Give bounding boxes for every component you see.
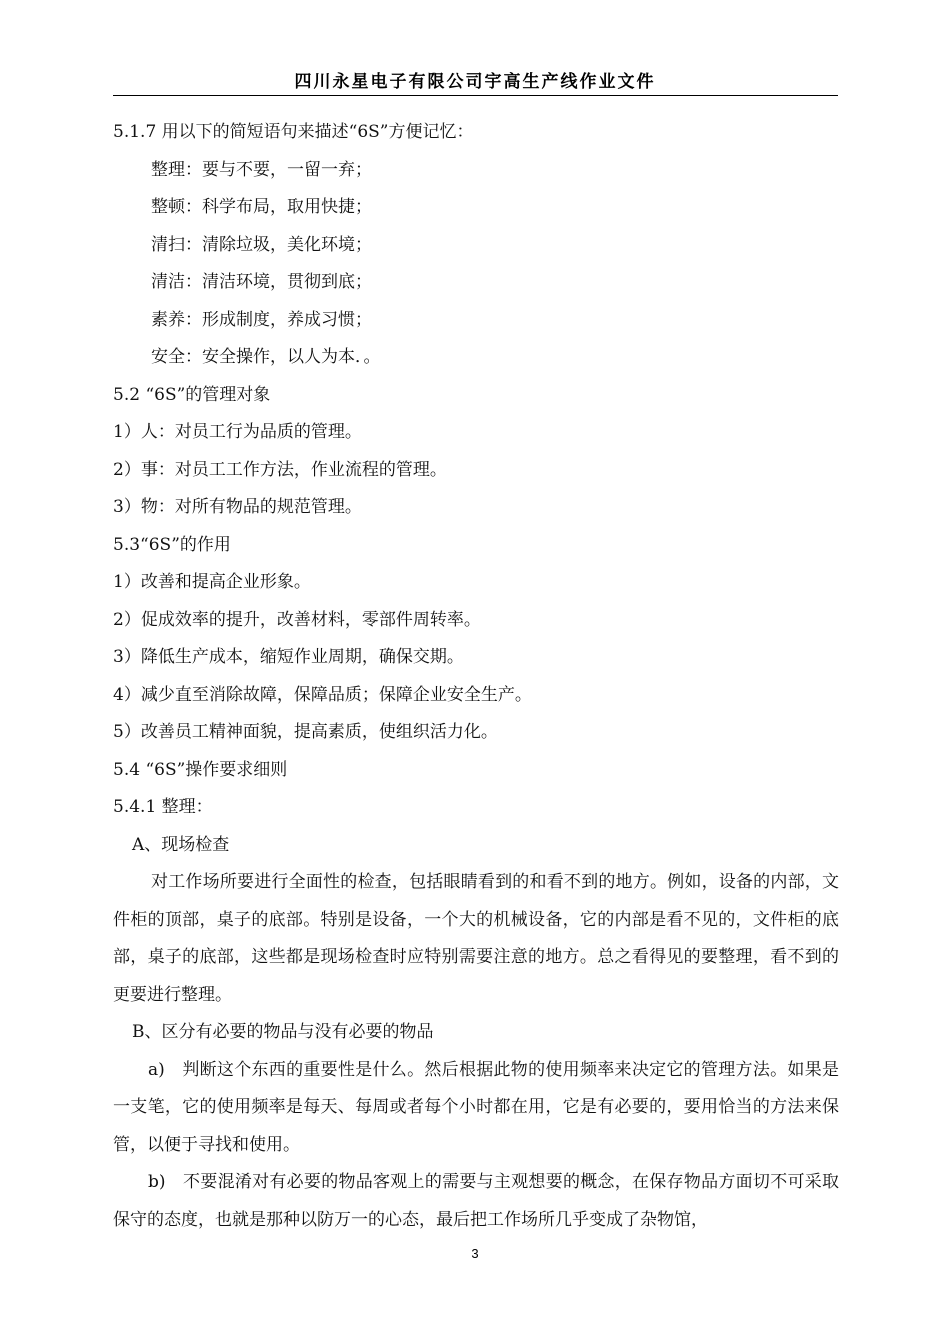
header-title: 四川永星电子有限公司宇高生产线作业文件 xyxy=(294,72,656,92)
list-item: 1）改善和提高企业形象。 xyxy=(113,572,311,592)
section-heading-5-4-1: 5.4.1 整理： xyxy=(113,797,213,817)
section-heading-5-1-7: 5.1.7 用以下的简短语句来描述“6S”方便记忆： xyxy=(113,122,474,142)
list-item: 2）促成效率的提升，改善材料，零部件周转率。 xyxy=(113,609,481,630)
list-item: 3）降低生产成本，缩短作业周期，确保交期。 xyxy=(113,647,464,667)
list-item: 5）改善员工精神面貌，提高素质，使组织活力化。 xyxy=(113,722,498,742)
list-item: 安全：安全操作，以人为本．。 xyxy=(151,347,381,367)
document-body xyxy=(113,114,839,1239)
list-item: 2）事：对员工工作方法，作业流程的管理。 xyxy=(113,459,447,480)
page-number: 3 xyxy=(471,1246,479,1261)
subheading-a: A、现场检查 xyxy=(132,834,230,855)
list-item: 4）减少直至消除故障，保障品质；保障企业安全生产。 xyxy=(113,684,532,705)
paragraph-b-b: b) 不要混淆对有必要的物品客观上的需要与主观想要的概念，在保存物品方面切不可采取保守的态度，也就是那种以防万一的心态，最后把工作场所几乎变成了杂物馆， xyxy=(113,1172,839,1230)
section-heading-5-2: 5.2 “6S”的管理对象 xyxy=(113,384,271,405)
list-item: 清洁：清洁环境，贯彻到底； xyxy=(151,272,372,292)
list-item: 整顿：科学布局，取用快捷； xyxy=(151,197,372,217)
list-item: 3）物：对所有物品的规范管理。 xyxy=(113,497,362,517)
list-item: 素养：形成制度，养成习惯； xyxy=(151,309,372,330)
subheading-b: B、区分有必要的物品与没有必要的物品 xyxy=(132,1022,434,1042)
paragraph-b-a: a) 判断这个东西的重要性是什么。然后根据此物的使用频率来决定它的管理方法。如果是一支笔，它的使用频率是每天、每周或者每个小时都在用，它是有必要的，要用恰当的方法来保管，以便于寻找和使用。 xyxy=(113,1059,839,1155)
list-item: 整理：要与不要，一留一弃； xyxy=(151,159,372,180)
section-heading-5-4: 5.4 “6S”操作要求细则 xyxy=(113,759,288,780)
list-item: 1）人：对员工行为品质的管理。 xyxy=(113,422,362,442)
header-divider xyxy=(113,95,838,96)
paragraph-a: 对工作场所要进行全面性的检查，包括眼睛看到的和看不到的地方。例如，设备的内部，文件柜的顶部，桌子的底部。特别是设备，一个大的机械设备，它的内部是看不见的，文件柜的底部，桌子的底部，这些都是现场检查时应特别需要注意的地方。总之看得见的要整理，看不到的更要进行整理。 xyxy=(113,872,839,1005)
section-heading-5-3: 5.3“6S”的作用 xyxy=(113,534,231,555)
list-item: 清扫：清除垃圾，美化环境； xyxy=(151,234,372,255)
